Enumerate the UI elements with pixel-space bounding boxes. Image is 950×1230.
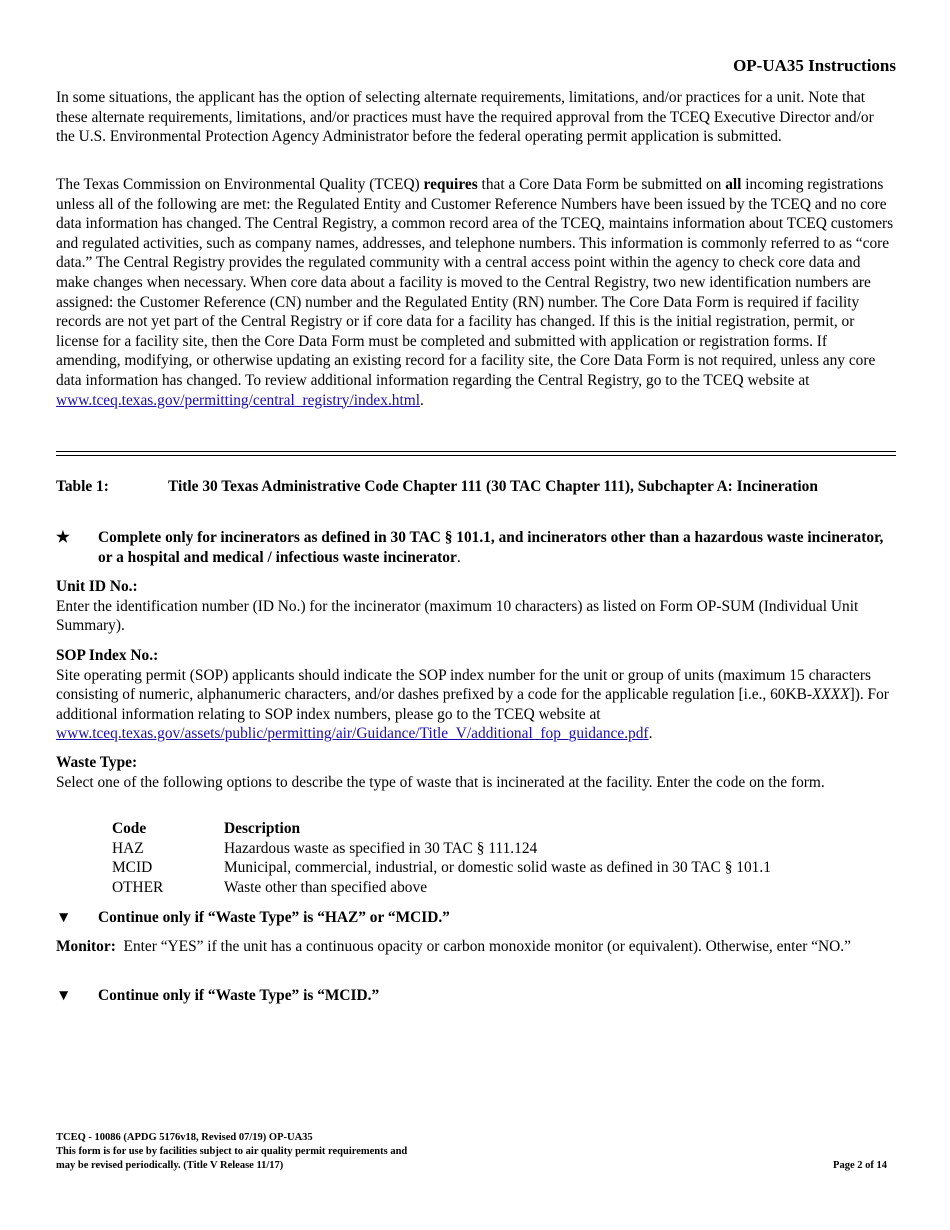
waste-type-section xyxy=(56,753,896,792)
star-icon: ★ xyxy=(56,529,70,546)
monitor-label: Monitor: xyxy=(56,938,116,955)
central-registry-link[interactable]: www.tceq.texas.gov/permitting/central_registry/index.html xyxy=(56,391,421,409)
footer-line: may be revised periodically. (Title V Release 11/17) xyxy=(56,1160,284,1171)
footer-form-info xyxy=(56,1131,407,1173)
star-note-body: Complete only for incinerators as defined in 30 TAC § 101.1, and incinerators other than a hazardous waste incinerator, or a hospital and medical / infectious waste incinerator xyxy=(98,529,884,566)
code-cell: HAZ xyxy=(112,839,144,857)
unit-id-label: Unit ID No.: xyxy=(56,578,138,595)
table-title: Title 30 Texas Administrative Code Chapter 111 (30 TAC Chapter 111), Subchapter A: Incineration xyxy=(168,478,818,495)
sop-text-italic: XXXX xyxy=(812,686,850,704)
monitor-section xyxy=(56,937,896,957)
intro-paragraph-alternate-requirements: In some situations, the applicant has the option of selecting alternate requirements, limitations, and/or practices for a unit. Note that these alternate requirements, limitations, and/or practices must have the required approval from the TCEQ Executive Director and/or the U.S. Environmental Protection Agency Administrator before the federal operating permit application is submitted. xyxy=(56,89,874,146)
star-note-end: . xyxy=(456,548,461,566)
sop-text: ]). For additional information relating to SOP index numbers, please go to the TCEQ website at xyxy=(56,686,889,723)
continue-text: Continue only if “Waste Type” is “MCID.” xyxy=(98,987,380,1004)
table-label: Table 1: xyxy=(56,478,109,495)
core-data-text: The Texas Commission on Environmental Quality (TCEQ) xyxy=(56,176,424,193)
footer-line: This form is for use by facilities subject to air quality permit requirements and xyxy=(56,1146,408,1157)
page-number: Page 2 of 14 xyxy=(833,1160,887,1171)
description-cell: Hazardous waste as specified in 30 TAC § 111.124 xyxy=(224,839,538,857)
core-data-text: incoming registrations unless all of the following are met: the Regulated Entity and Customer Reference Numbers have been issued by the TCEQ and no core data information has changed. The Central Registry, a common record area of the TCEQ, maintains information about TCEQ customers and regulated activities, such as company names, addresses, and telephone numbers. This information is commonly referred to as “core data.” The Central Registry provides the regulated community with a central access point within the agency to check core data and make changes when necessary. When core data about a facility is moved to the Central Registry, two new identification numbers are assigned: the Customer Reference (CN) number and the Regulated Entity (RN) number. The Core Data Form is required if facility records are not yet part of the Central Registry or if core data for a facility has changed. If this is the initial registration, permit, or license for a facility site, then the Core Data Form must be completed and submitted with application or registration forms. If amending, modifying, or otherwise updating an existing record for a facility site, the Core Data Form is not required, unless any core data information has changed. To review additional information regarding the Central Registry, go to the TCEQ website at xyxy=(56,176,894,389)
monitor-text: Enter “YES” if the unit has a continuous opacity or carbon monoxide monitor (or equivalent). Otherwise, enter “NO.” xyxy=(115,938,851,955)
sop-index-label: SOP Index No.: xyxy=(56,647,159,664)
sop-text: . xyxy=(648,725,653,743)
sop-index-section xyxy=(56,646,896,744)
column-header-code: Code xyxy=(112,820,147,837)
page-title: OP-UA35 Instructions xyxy=(733,56,896,75)
sop-text: Site operating permit (SOP) applicants should indicate the SOP index number for the unit or group of units (maximum 15 characters consisting of numeric, alphanumeric characters, and/or dashes prefixed by a code for the applicable regulation [i.e., 60KB- xyxy=(56,666,871,704)
intro-paragraph-core-data xyxy=(56,175,894,410)
fop-guidance-link[interactable]: www.tceq.texas.gov/assets/public/permitting/air/Guidance/Title_V/additional_fop_guidance.pdf xyxy=(56,725,649,743)
description-cell: Waste other than specified above xyxy=(224,878,428,896)
table-row xyxy=(112,878,771,898)
unit-id-text: Enter the identification number (ID No.) for the incinerator (maximum 10 characters) as listed on Form OP-SUM (Individual Unit Summary). xyxy=(56,597,859,635)
emphasis-requires: requires xyxy=(423,176,478,193)
code-cell: OTHER xyxy=(112,878,164,896)
code-cell: MCID xyxy=(112,859,153,877)
footer-line: TCEQ - 10086 (APDG 5176v18, Revised 07/19) OP-UA35 xyxy=(56,1132,313,1143)
waste-type-code-table xyxy=(112,819,771,897)
emphasis-all: all xyxy=(725,176,742,193)
column-header-description: Description xyxy=(224,820,301,837)
table-header-row xyxy=(112,819,771,839)
core-data-text: that a Core Data Form be submitted on xyxy=(477,176,726,193)
table-row xyxy=(112,839,771,859)
continue-text: Continue only if “Waste Type” is “HAZ” or “MCID.” xyxy=(98,909,450,926)
unit-id-section xyxy=(56,577,896,636)
section-divider xyxy=(56,451,896,456)
down-triangle-icon: ▼ xyxy=(56,987,72,1004)
core-data-text: . xyxy=(420,391,424,409)
sop-index-text xyxy=(56,666,896,744)
waste-type-label: Waste Type: xyxy=(56,754,138,771)
waste-type-text: Select one of the following options to describe the type of waste that is incinerated at the facility. Enter the code on the form. xyxy=(56,773,825,791)
down-triangle-icon: ▼ xyxy=(56,909,72,926)
star-note-text xyxy=(98,528,888,567)
description-cell: Municipal, commercial, industrial, or domestic solid waste as defined in 30 TAC § 101.1 xyxy=(224,859,771,877)
table-row xyxy=(112,858,771,878)
